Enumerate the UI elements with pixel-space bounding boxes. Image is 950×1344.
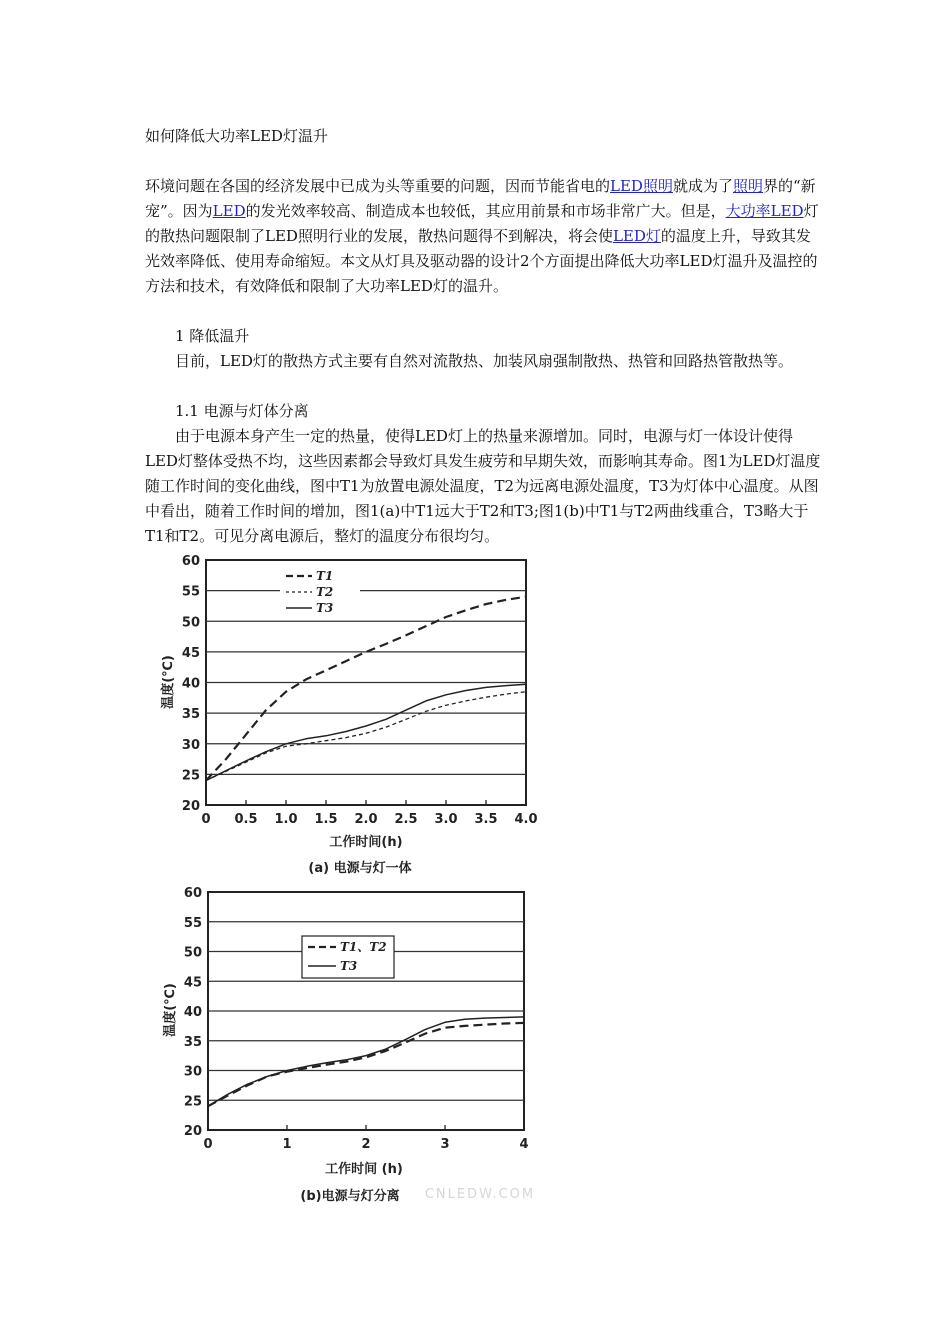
link-high-power-led[interactable]: 大功率LED [725,202,804,220]
link-led-lighting[interactable]: LED照明 [610,177,673,195]
chart-b-xtick-label: 0 [203,1137,213,1152]
watermark-text: CNLEDW.COM [424,1187,536,1202]
chart-a-caption: (a) 电源与灯一体 [308,861,412,876]
chart-b-ytick-label: 40 [183,1005,202,1020]
chart-a-xtick-label: 0 [201,812,211,827]
chart-a-grid [206,591,526,775]
chart-a-xtick-label: 1.0 [274,812,298,827]
p1-text-4: 的发光效率较高、制造成本也较低，其应用前景和市场非常广大。但是， [245,202,726,220]
p1-text-2: 就成为了 [672,177,733,195]
chart-a-ytick-label: 30 [181,737,200,753]
chart-a-xlabel: 工作时间(h) [329,835,403,850]
p1-text-5: 灯的散热问题限制了LED照明行业的发展，散热问题得不到解决，将会使 [145,202,819,245]
chart-a-series [206,597,526,781]
chart-b-ytick-label: 50 [183,945,202,961]
chart-a-series-t2 [206,692,526,781]
document-title: 如何降低大功率LED灯温升 [145,127,328,145]
chart-b-xtick-label: 1 [282,1137,292,1152]
heading-1-1: 1.1 电源与灯体分离 [175,402,309,420]
chart-b-legend [302,936,394,978]
chart-a-series-t3 [206,684,526,780]
chart-b-ytick-label: 55 [183,915,202,931]
chart-b-xtick-label: 2 [361,1137,371,1152]
p1-text-1: 环境问题在各国的经济发展中已成为头等重要的问题，因而节能省电的 [145,177,611,195]
legend-label-t3: T3 [316,601,334,615]
heading-1: 1 降低温升 [175,327,250,345]
chart-b-ytick-label: 20 [183,1124,202,1139]
chart-b-ytick-label: 25 [183,1094,202,1110]
chart-b-ytick-label: 35 [183,1034,202,1050]
chart-b-ytick-label: 45 [183,975,202,991]
link-led-lamp[interactable]: LED灯 [612,227,661,245]
chart-b-ytick-label: 60 [183,886,202,901]
chart-b-xtick-label: 4 [519,1137,529,1152]
p1-text-6: 的温度上升，导致其发光效率降低、使用寿命缩短。本文从灯具及驱动器的设计2个方面提出降低大功率LED灯温升及温控的方法和技术，有效降低和限制了大功率LED灯的温升。 [145,227,818,295]
chart-b-series-t3 [208,1017,524,1106]
chart-a-xtick-label: 2.5 [394,812,418,827]
chart-b-series-t1t2 [208,1023,524,1106]
figure-b [150,880,570,1210]
intro-paragraph [145,174,821,299]
chart-a-legend [280,564,360,619]
chart-a-xtick-label: 0.5 [234,812,258,827]
chart-a-xtick-label: 3.0 [434,812,458,827]
chart-b-xtick-label: 3 [440,1137,450,1152]
chart-a-ytick-label: 40 [181,676,200,692]
chart-b-xlabel: 工作时间 (h) [325,1162,403,1177]
legend-label-t1t2: T1、T2 [340,940,387,954]
chart-a-xtick-label: 3.5 [474,812,498,827]
chart-a-ytick-label: 20 [181,799,200,814]
legend-label-t2: T2 [316,585,334,599]
chart-a-xtick-label: 2.0 [354,812,378,827]
chart-a-ytick-label: 50 [181,615,200,631]
chart-b-ylabel: 温度(℃) [163,983,178,1037]
link-lighting[interactable]: 照明 [732,177,763,195]
chart-a-ytick-label: 35 [181,707,200,723]
chart-b-series [208,1017,524,1106]
chart-b [150,880,570,1210]
chart-a-ytick-label: 60 [181,554,200,569]
chart-a-ylabel: 温度(℃) [161,655,176,709]
chart-b-ytick-label: 30 [183,1064,202,1080]
chart-b-caption: (b)电源与灯分离 [300,1189,400,1204]
legend-label-t3b: T3 [340,959,358,973]
paragraph-2: 目前，LED灯的散热方式主要有自然对流散热、加装风扇强制散热、热管和回路热管散热等。 [175,352,793,370]
chart-a-ytick-label: 45 [181,645,200,661]
figure-a [150,550,550,880]
paragraph-3: 由于电源本身产生一定的热量，使得LED灯上的热量来源增加。同时，电源与灯一体设计使得LED灯整体受热不均，这些因素都会导致灯具发生疲劳和早期失效，而影响其寿命。图1为LED灯温度随工作时间的变化曲线，图中T1为放置电源处温度，T2为远离电源处温度，T3为灯体中心温度。从图中看出，随着工作时间的增加，图1(a)中T1远大于T2和T3;图1(b)中T1与T2两曲线重合，T3略大于T1和T2。可见分离电源后，整灯的温度分布很均匀。 [145,427,821,545]
chart-a-xtick-label: 4.0 [514,812,538,827]
chart-a-xtick-label: 1.5 [314,812,338,827]
link-led[interactable]: LED [212,202,246,220]
chart-a [150,550,550,880]
chart-a-ytick-label: 55 [181,584,200,600]
p1-text-3: 界的“新宠”。因为 [145,177,816,220]
legend-label-t1: T1 [316,569,334,583]
chart-a-ytick-label: 25 [181,768,200,784]
